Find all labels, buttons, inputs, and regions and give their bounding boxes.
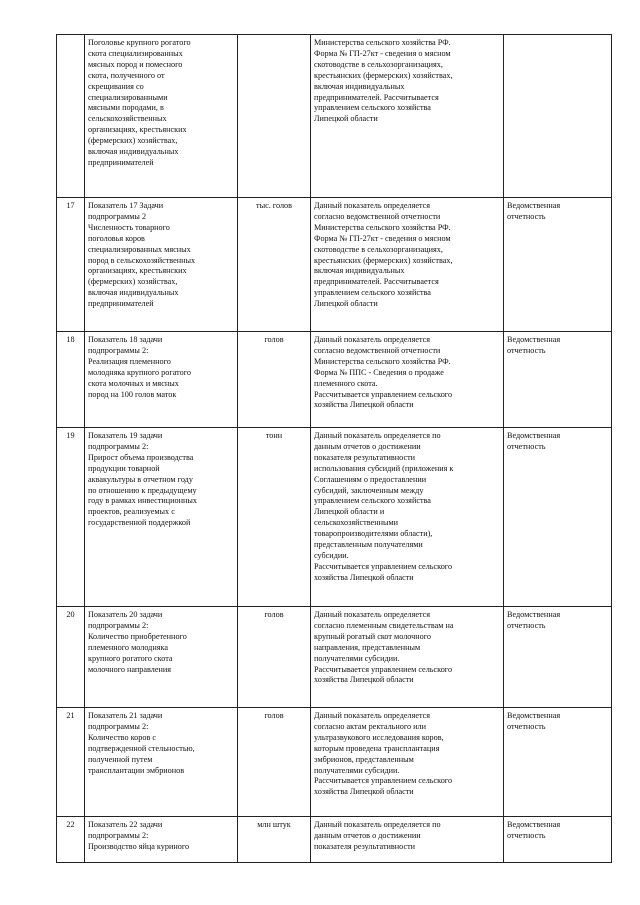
- row-number-cell: 21: [57, 708, 85, 817]
- indicator-table-body: [57, 35, 612, 863]
- source-cell: Ведомственная отчетность: [504, 607, 612, 708]
- indicator-table: [56, 34, 612, 863]
- source-cell: Ведомственная отчетность: [504, 332, 612, 428]
- definition-cell: Данный показатель определяется согласно актам ректального или ультразвукового исследования коров, которым проведена трансплантация эмбрионов, представленным получателями субсидии. Рассчитывается управлением сельского хозяйства Липецкой области: [311, 708, 504, 817]
- indicator-name-cell: Показатель 21 задачи подпрограммы 2: Количество коров с подтвержденной стельностью, полученной путем трансплантации эмбрионов: [85, 708, 238, 817]
- definition-cell: Министерства сельского хозяйства РФ. Форма № ГП-27кт - сведения о мясном скотоводстве в сельхозорганизациях, крестьянских (фермерских) хозяйствах, включая индивидуальных предпринимателей. Рассчитывается управлением сельского хозяйства Липецкой области: [311, 35, 504, 198]
- row-number-cell: [57, 35, 85, 198]
- unit-cell: голов: [238, 708, 311, 817]
- row-number-cell: 20: [57, 607, 85, 708]
- source-cell: [504, 35, 612, 198]
- indicator-name-cell: Показатель 19 задачи подпрограммы 2: Прирост объема производства продукции товарной аквакультуры в отчетном году по отношению к предыдущему году в рамках инвестиционных проектов, реализуемых с государственной поддержкой: [85, 428, 238, 607]
- unit-cell: млн штук: [238, 817, 311, 863]
- unit-cell: тыс. голов: [238, 198, 311, 332]
- unit-cell: [238, 35, 311, 198]
- source-cell: Ведомственная отчетность: [504, 198, 612, 332]
- definition-cell: Данный показатель определяется согласно ведомственной отчетности Министерства сельского хозяйства РФ. Форма № ГП-27кт - сведения о мясном скотоводстве в сельхозорганизациях, крестьянских (фермерских) хозяйствах, включая индивидуальных предпринимателей. Рассчитывается управлением сельского хозяйства Липецкой области: [311, 198, 504, 332]
- table-row: [57, 607, 612, 708]
- source-cell: Ведомственная отчетность: [504, 708, 612, 817]
- table-row: [57, 708, 612, 817]
- indicator-name-cell: Показатель 22 задачи подпрограммы 2: Производство яйца куриного: [85, 817, 238, 863]
- unit-cell: тонн: [238, 428, 311, 607]
- indicator-name-cell: Поголовье крупного рогатого скота специализированных мясных пород и помесного скота, полученного от скрещивания со специализированными мясными породами, в сельскохозяйственных организациях, крестьянских (фермерских) хозяйствах, включая индивидуальных предпринимателей: [85, 35, 238, 198]
- row-number-cell: 22: [57, 817, 85, 863]
- table-row: [57, 428, 612, 607]
- indicator-name-cell: Показатель 18 задачи подпрограммы 2: Реализация племенного молодняка крупного рогатого скота молочных и мясных пород на 100 голов маток: [85, 332, 238, 428]
- indicator-name-cell: Показатель 17 Задачи подпрограммы 2 Численность товарного поголовья коров специализированных мясных пород в сельскохозяйственных организациях, крестьянских (фермерских) хозяйствах, включая индивидуальных предпринимателей: [85, 198, 238, 332]
- definition-cell: Данный показатель определяется по данным отчетов о достижении показателя результативности: [311, 817, 504, 863]
- source-cell: Ведомственная отчетность: [504, 817, 612, 863]
- indicator-name-cell: Показатель 20 задачи подпрограммы 2: Количество приобретенного племенного молодняка крупного рогатого скота молочного направления: [85, 607, 238, 708]
- row-number-cell: 19: [57, 428, 85, 607]
- definition-cell: Данный показатель определяется согласно племенным свидетельствам на крупный рогатый скот молочного направления, представленным получателями субсидии. Рассчитывается управлением сельского хозяйства Липецкой области: [311, 607, 504, 708]
- definition-cell: Данный показатель определяется по данным отчетов о достижении показателя результативности использования субсидий (приложения к Соглашениям о предоставлении субсидий, заключенным между управлением сельского хозяйства Липецкой области и сельскохозяйственными товаропроизводителями области), представленным получателями субсидии. Рассчитывается управлением сельского хозяйства Липецкой области: [311, 428, 504, 607]
- definition-cell: Данный показатель определяется согласно ведомственной отчетности Министерства сельского хозяйства РФ. Форма № ППС - Сведения о продаже племенного скота. Рассчитывается управлением сельского хозяйства Липецкой области: [311, 332, 504, 428]
- unit-cell: голов: [238, 607, 311, 708]
- row-number-cell: 18: [57, 332, 85, 428]
- table-row: [57, 35, 612, 198]
- unit-cell: голов: [238, 332, 311, 428]
- table-row: [57, 817, 612, 863]
- table-row: [57, 332, 612, 428]
- table-row: [57, 198, 612, 332]
- row-number-cell: 17: [57, 198, 85, 332]
- source-cell: Ведомственная отчетность: [504, 428, 612, 607]
